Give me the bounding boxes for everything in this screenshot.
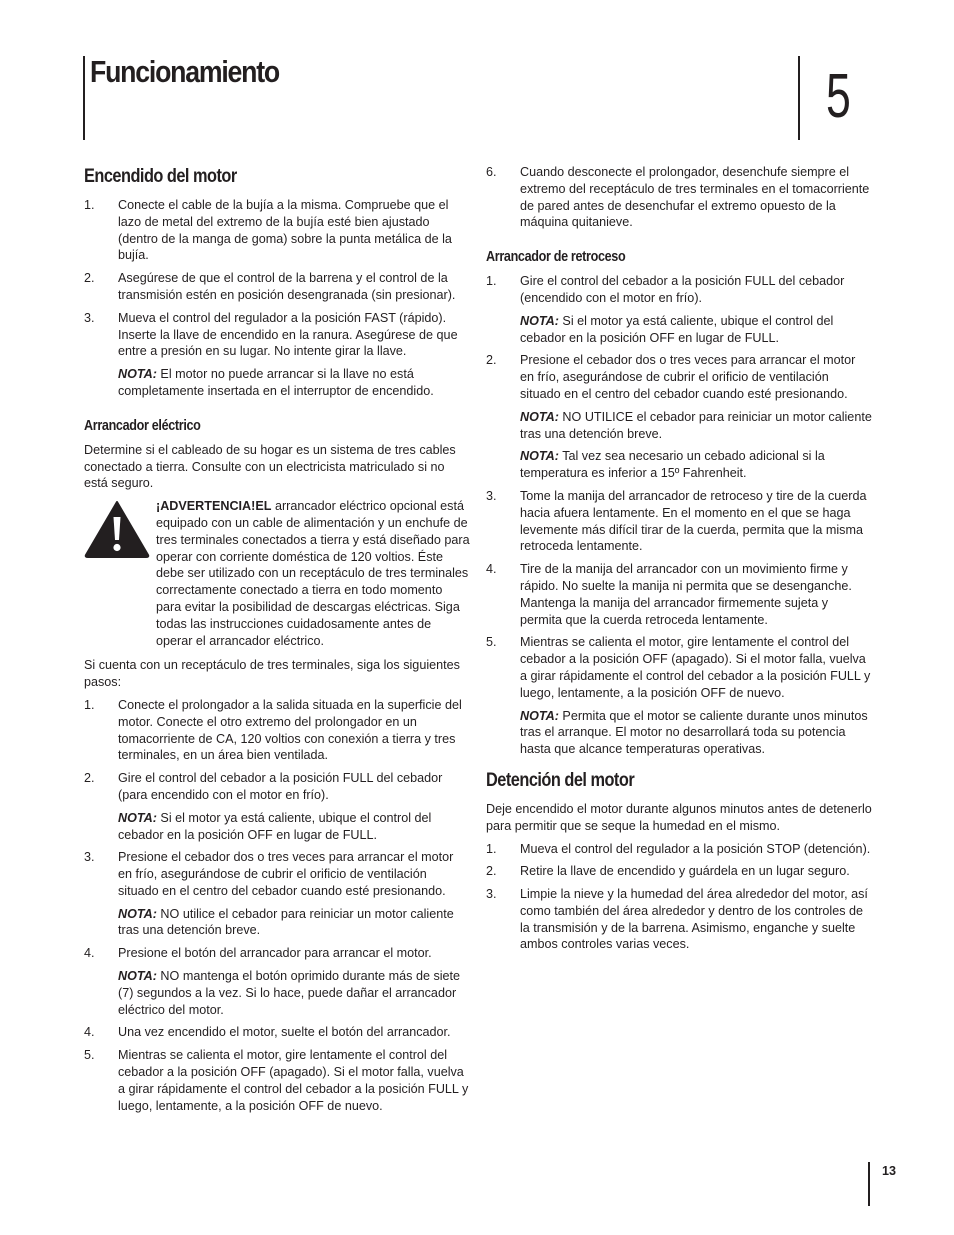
start-steps-list (84, 197, 470, 360)
list-item (84, 849, 470, 899)
step-number: 4. (486, 562, 497, 577)
electric-steps-list-cont (84, 945, 470, 962)
step-number: 3. (84, 850, 95, 865)
list-item (486, 863, 872, 880)
note-label: NOTA: (520, 313, 559, 328)
step-text: Retire la llave de encendido y guárdela en un lugar seguro. (520, 864, 850, 879)
list-item (486, 561, 872, 628)
note-text: El motor no puede arrancar si la llave no está completamente insertada en el interruptor de encendido. (118, 367, 434, 398)
step-text: Gire el control del cebador a la posición FULL del cebador (para encendido con el motor en frío). (118, 771, 443, 802)
note-text: NO mantenga el botón oprimido durante más de siete (7) segundos a la vez. Si lo hace, puede dañar el arrancador eléctrico del motor. (118, 969, 461, 1017)
step-text: Presione el cebador dos o tres veces para arrancar el motor en frío, asegurándose de cubrir el orificio de ventilación situado en el centro del cebador cuando esté presionando. (118, 850, 454, 898)
electric-intro: Determine si el cableado de su hogar es un sistema de tres cables conectado a tierra. Consulte con un electricista matriculado si no está seguro. (84, 442, 456, 491)
step-number: 3. (84, 310, 95, 325)
note-label: NOTA: (520, 409, 559, 424)
note (486, 313, 872, 347)
step-text: Limpie la nieve y la humedad del área alrededor del motor, así como también del área alrededor y dentro de los controles de la transmisión y de la barrena. Asimismo, enganche y suelte ambos controles varias veces. (520, 887, 868, 952)
step-text: Una vez encendido el motor, suelte el botón del arrancador. (118, 1025, 451, 1040)
note (84, 366, 470, 400)
list-item (486, 273, 872, 307)
left-column (84, 164, 470, 1120)
step-number: 2. (486, 864, 497, 879)
subheading-recoil-starter: Arrancador de retroceso (486, 248, 626, 266)
note (486, 409, 872, 443)
step-text: Gire el control del cebador a la posición FULL del cebador (encendido con el motor en frío). (520, 274, 845, 305)
warning-box (84, 498, 470, 649)
header-rule-right (798, 56, 800, 140)
list-item (84, 945, 470, 962)
subheading-electric-starter: Arrancador eléctrico (84, 416, 201, 434)
list-item (84, 1024, 470, 1041)
step-number: 3. (486, 488, 497, 503)
step-text: Presione el botón del arrancador para arrancar el motor. (118, 946, 432, 961)
electric-steps-intro: Si cuenta con un receptáculo de tres terminales, siga los siguientes pasos: (84, 658, 460, 690)
page-title: Funcionamiento (90, 54, 280, 89)
note-text: Si el motor ya está caliente, ubique el control del cebador en la posición OFF en lugar de FULL. (520, 313, 834, 345)
step-text: Mientras se calienta el motor, gire lentamente el control del cebador a la posición OFF (apagado). Si el motor falla, vuelva a girar rápidamente el control del cebador a la posición FULL y luego, lentamente, a la posición OFF de nuevo. (520, 635, 871, 700)
note-text: Si el motor ya está caliente, ubique el control del cebador en la posición OFF en lugar de FULL. (118, 810, 432, 842)
stop-steps-list (486, 841, 872, 954)
step-number: 3. (486, 887, 497, 902)
step-text: Asegúrese de que el control de la barrena y el control de la transmisión estén en posición desengranada (sin presionar). (118, 271, 456, 302)
stop-intro: Deje encendido el motor durante algunos minutos antes de detenerlo para permitir que se seque la humedad en el mismo. (486, 801, 872, 833)
note-text: NO UTILICE el cebador para reiniciar un motor caliente tras una detención breve. (520, 409, 872, 441)
electric-steps-list-cont (84, 849, 470, 899)
section-heading-stop-engine: Detención del motor (486, 769, 635, 791)
step-number: 4. (84, 946, 95, 961)
note (84, 968, 470, 1018)
step-number: 6. (486, 165, 497, 179)
step-text: Presione el cebador dos o tres veces para arrancar el motor en frío, asegurándose de cubrir el orificio de ventilación situado en el centro del cebador cuando esté presionando. (520, 353, 856, 401)
note (486, 448, 872, 482)
list-item (84, 270, 470, 304)
warning-triangle-icon (84, 498, 156, 649)
step-text: Cuando desconecte el prolongador, desenchufe siempre el extremo del receptáculo de tres terminales en el tomacorriente de pared antes de desenchufar el extremo opuesto de la máquina quitanieve. (520, 165, 870, 230)
note-text: Tal vez sea necesario un cebado adicional si la temperatura es inferior a 15º Fahrenheit. (520, 449, 825, 481)
list-item (84, 197, 470, 264)
step-text: Conecte el prolongador a la salida situada en la superficie del motor. Conecte el otro extremo del prolongador en un tomacorriente de CA, 120 voltios con conexión a tierra y tres terminales, en un área bien ventilada. (118, 697, 462, 763)
step-number: 1. (486, 274, 497, 289)
recoil-steps-list (486, 273, 872, 307)
list-item (84, 310, 470, 360)
step-text: Tome la manija del arrancador de retroceso y tire de la cuerda hacia afuera lentamente. En el momento en el que se haga levemente más difícil tirar de la cuerda, permita que la misma retroceda lentamente. (520, 488, 867, 554)
list-item (486, 841, 872, 858)
chapter-number: 5 (826, 62, 851, 131)
step-number: 1. (84, 697, 95, 712)
step-number: 2. (84, 771, 95, 786)
step-number: 5. (486, 635, 497, 650)
step-number: 2. (486, 353, 497, 368)
step-text: Conecte el cable de la bujía a la misma. Compruebe que el lazo de metal del extremo de la bujía esté bien ajustado (dentro de la manga de goma) sobre la punta metálica de la bujía. (118, 198, 452, 263)
list-item (84, 770, 470, 804)
section-heading-start-engine: Encendido del motor (84, 166, 237, 187)
list-item (486, 488, 872, 555)
note-label: NOTA: (520, 449, 559, 464)
note-label: NOTA: (118, 367, 157, 382)
note-label: NOTA: (118, 969, 157, 984)
warning-label: ¡ADVERTENCIA!EL (156, 499, 272, 514)
step-number: 4. (84, 1025, 95, 1040)
note-label: NOTA: (118, 906, 157, 921)
step-number: 5. (84, 1048, 95, 1063)
list-item (84, 1047, 470, 1114)
note-text: NO utilice el cebador para reiniciar un motor caliente tras una detención breve. (118, 906, 454, 938)
header-rule-left (83, 56, 85, 140)
note (486, 708, 872, 758)
list-item (486, 634, 872, 701)
step-text: Mueva el control del regulador a la posición FAST (rápido). Inserte la llave de encendido en la ranura. Asegúrese de que entre a presión en su lugar. No intente girar la llave. (118, 310, 458, 359)
note (84, 906, 470, 940)
recoil-steps-list-cont (486, 352, 872, 402)
warning-body: arrancador eléctrico opcional está equipado con un cable de alimentación y un enchufe de tres terminales conectados a tierra y está diseñado para operar con corriente doméstica de 120 voltios. Éste debe ser utilizado con un receptáculo de tres terminales correctamente conectado a tierra en todo momento para evitar la posibilidad de descargas eléctricas. Siga todas las instrucciones cuidadosamente antes de operar el arrancador eléctrico. (156, 499, 470, 648)
step-number: 1. (486, 841, 497, 856)
note-text: Permita que el motor se caliente durante unos minutos tras el arranque. El motor no desarrollará toda su potencia hasta que alcance temperaturas operativas. (520, 708, 868, 757)
electric-steps-list-cont (84, 1024, 470, 1114)
step-number: 1. (84, 198, 95, 212)
step-text: Tire de la manija del arrancador con un movimiento firme y rápido. No suelte la manija ni permita que se desenganche. Mantenga la manija del arrancador firmemente sujeta y permita que la cuerda retroceda lentamente. (520, 562, 852, 627)
note-label: NOTA: (118, 810, 157, 825)
list-item (486, 886, 872, 953)
footer-rule (868, 1162, 870, 1206)
list-item (486, 352, 872, 402)
note (84, 810, 470, 844)
electric-steps-list-cont (486, 164, 872, 231)
step-text: Mueva el control del regulador a la posición STOP (detención). (520, 841, 871, 856)
recoil-steps-list-cont (486, 488, 872, 702)
warning-text (156, 498, 470, 649)
list-item (84, 697, 470, 764)
list-item (486, 164, 872, 231)
page-number: 13 (882, 1164, 897, 1178)
note-label: NOTA: (520, 708, 559, 723)
step-number: 2. (84, 271, 95, 286)
electric-steps-list (84, 697, 470, 804)
right-column (486, 164, 872, 959)
step-text: Mientras se calienta el motor, gire lentamente el control del cebador a la posición OFF (apagado). Si el motor falla, vuelva a girar rápidamente el control del cebador a la posición FULL y luego, lentamente, a la posición OFF de nuevo. (118, 1048, 469, 1113)
